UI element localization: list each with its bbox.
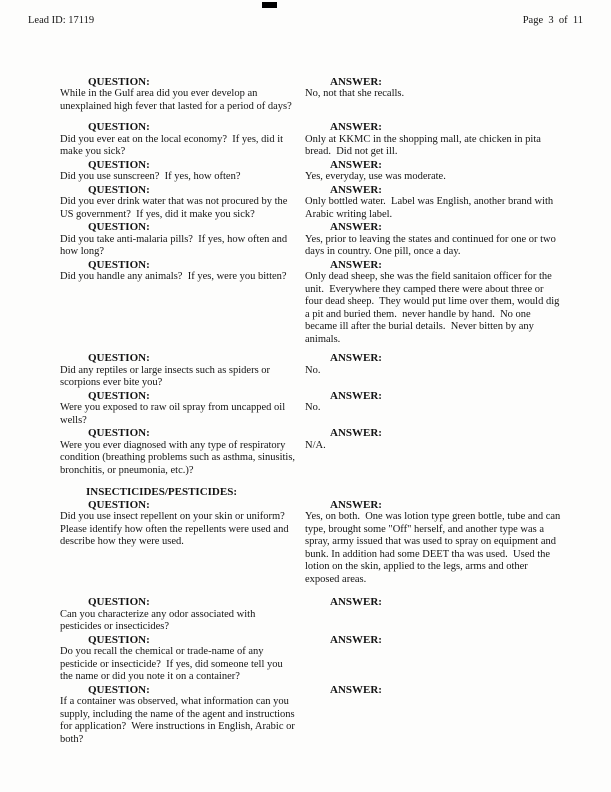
question-text: Did any reptiles or large insects such as spiders or scorpions ever bite you?: [60, 364, 273, 388]
qa-row: [60, 352, 611, 390]
answer-text: Yes, on both. One was lotion type green bottle, tube and can type, brought some "Off" herself, and another type was a spray, army issued that was used to spray on equipment and bunk. In addition had some DEET tha was used. Used the lotion on the skin, applied to the legs, arms and other exposed areas.: [305, 511, 563, 585]
answer-text: Only bottled water. Label was English, another brand with Arabic writing label.: [305, 196, 556, 220]
question-label: QUESTION:: [88, 498, 150, 511]
question-text: Can you characterize any odor associated with pesticides or insecticides?: [60, 608, 258, 632]
answer-block: [305, 596, 567, 634]
answer-block: [305, 184, 567, 222]
answer-label: ANSWER:: [330, 183, 382, 196]
qa-content: [0, 76, 611, 747]
qa-row: [60, 121, 611, 159]
question-label: QUESTION:: [88, 389, 150, 402]
question-text: Did you ever drink water that was not procured by the US government? If yes, did it make you sick?: [60, 196, 291, 220]
question-label: QUESTION:: [88, 683, 150, 696]
question-text: Did you use insect repellent on your skin or uniform? Please identify how often the repellents were used and describe how they were used.: [60, 511, 292, 547]
qa-row: [60, 596, 611, 634]
answer-text: Only at KKMC in the shopping mall, ate chicken in pita bread. Did not get ill.: [305, 133, 544, 157]
answer-label: ANSWER:: [330, 352, 382, 364]
question-text: If a container was observed, what information can you supply, including the name of the agent and instructions for application? Were instructions in English, Arabic or both?: [60, 696, 298, 745]
answer-label: ANSWER:: [330, 683, 382, 696]
question-label: QUESTION:: [88, 121, 150, 133]
question-label: QUESTION:: [88, 221, 150, 233]
qa-row: [60, 634, 611, 684]
question-text: Did you ever eat on the local economy? If yes, did it make you sick?: [60, 133, 286, 157]
question-label: QUESTION:: [88, 158, 150, 171]
answer-label: ANSWER:: [330, 221, 382, 233]
answer-text: Yes, prior to leaving the states and continued for one or two days in country. One pill, once a day.: [305, 233, 559, 257]
qa-row: [60, 184, 611, 222]
answer-label: ANSWER:: [330, 121, 382, 133]
question-text: While in the Gulf area did you ever develop an unexplained high fever that lasted for a period of days?: [60, 88, 292, 112]
answer-block: [305, 684, 567, 747]
answer-block: [305, 352, 567, 390]
answer-block: [305, 427, 567, 477]
answer-label: ANSWER:: [330, 427, 382, 439]
question-block: [60, 159, 305, 184]
question-text: Were you ever diagnosed with any type of respiratory condition (breathing problems such as asthma, sinusitis, bronchitis, or pneumonia, etc.)?: [60, 439, 298, 476]
question-label: QUESTION:: [88, 352, 150, 364]
answer-text: Only dead sheep, she was the field sanitaion officer for the unit. Everywhere they camped there were about three or four dead sheep. They would put lime over them, would dig a pit and buried them. never handle by hand. No one became ill after the burial details. Never bitten by any animals.: [305, 271, 563, 345]
answer-text: No.: [305, 402, 321, 413]
section-heading: INSECTICIDES/PESTICIDES:: [86, 486, 237, 498]
question-block: [60, 684, 305, 747]
question-text: Did you handle any animals? If yes, were you bitten?: [60, 271, 287, 282]
answer-text: No, not that she recalls.: [305, 88, 405, 99]
answer-label: ANSWER:: [330, 596, 382, 608]
question-block: [60, 634, 305, 684]
answer-block: [305, 221, 567, 259]
answer-label: ANSWER:: [330, 75, 382, 88]
answer-block: [305, 259, 567, 347]
page-header: [0, 0, 611, 28]
answer-label: ANSWER:: [330, 633, 382, 646]
question-label: QUESTION:: [88, 633, 150, 646]
answer-label: ANSWER:: [330, 389, 382, 402]
answer-text: No.: [305, 364, 321, 376]
answer-block: [305, 121, 567, 159]
qa-row: [60, 684, 611, 747]
answer-block: [305, 499, 567, 587]
question-block: [60, 121, 305, 159]
question-block: [60, 427, 305, 477]
qa-row: [60, 159, 611, 184]
page-number: Page 3 of 11: [522, 15, 583, 26]
answer-text: Yes, everyday, use was moderate.: [305, 171, 446, 182]
answer-block: [305, 76, 567, 114]
qa-row: [60, 390, 611, 428]
qa-row: [60, 221, 611, 259]
answer-block: [305, 159, 567, 184]
question-block: [60, 184, 305, 222]
question-block: [60, 596, 305, 634]
answer-text: N/A.: [305, 439, 326, 451]
question-text: Did you take anti-malaria pills? If yes, how often and how long?: [60, 233, 290, 257]
question-block: [60, 390, 305, 428]
question-block: [60, 259, 305, 347]
question-text: Did you use sunscreen? If yes, how often?: [60, 171, 241, 182]
qa-row: [60, 427, 611, 477]
question-label: QUESTION:: [88, 258, 150, 271]
question-block: [60, 352, 305, 390]
lead-id: Lead ID: 17119: [28, 15, 95, 26]
question-label: QUESTION:: [88, 427, 150, 439]
answer-block: [305, 390, 567, 428]
scan-artifact-mark: [262, 2, 277, 8]
qa-row: [60, 76, 611, 114]
qa-row: [60, 499, 611, 587]
question-label: QUESTION:: [88, 75, 150, 88]
answer-label: ANSWER:: [330, 258, 382, 271]
question-label: QUESTION:: [88, 183, 150, 196]
question-text: Do you recall the chemical or trade-name of any pesticide or insecticide? If yes, did someone tell you the name or did you note it on a container?: [60, 646, 286, 682]
question-text: Were you exposed to raw oil spray from uncapped oil wells?: [60, 402, 288, 426]
answer-block: [305, 634, 567, 684]
qa-row: [60, 259, 611, 347]
question-block: [60, 221, 305, 259]
question-block: [60, 76, 305, 114]
answer-label: ANSWER:: [330, 158, 382, 171]
answer-label: ANSWER:: [330, 498, 382, 511]
question-label: QUESTION:: [88, 596, 150, 608]
question-block: [60, 499, 305, 587]
